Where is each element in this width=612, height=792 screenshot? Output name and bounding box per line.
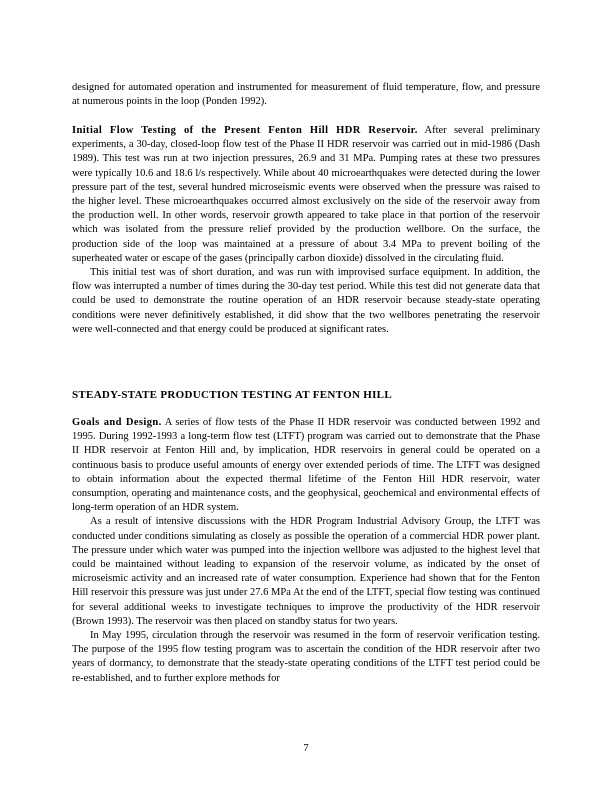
intro-paragraph: designed for automated operation and instrumented for measurement of fluid temperature, flow, and pressure at numerous points in the loop (Ponden 1992).	[72, 82, 540, 108]
intro-paragraph-block	[72, 81, 540, 109]
initial-flow-paragraph	[72, 124, 540, 266]
initial-flow-body: After several preliminary experiments, a 30-day, closed-loop flow test of the Phase II HDR reservoir was carried out in mid-1986 (Dash 1989). This test was run at two injection pressures, 26.9 and 31 MPa. Pumping rates at these two pressures were typically 10.6 and 18.6 l/s respectively. While about 40 microearthquakes were detected during the lower pressure part of the test, several hundred microseismic events were observed when the pressure was raised to the higher level. These microearthquakes occurred almost exclusively on the side of the reservoir away from the production well. In other words, reservoir growth appeared to take place in that portion of the reservoir which was isolated from the pressure relief provided by the production wellbore. On the surface, the production side of the loop was maintained at a pressure of about 3.4 MPa to prevent boiling of the superheated water or escape of the gases (principally carbon dioxide) dissolved in the circulating fluid.	[72, 125, 540, 264]
advisory-group-paragraph: As a result of intensive discussions with the HDR Program Industrial Advisory Group, the LTFT was conducted under conditions simulating as closely as possible the operation of a commercial HDR power plant. The pressure under which water was pumped into the injection wellbore was adjusted to the highest level that could be maintained without leading to expansion of the reservoir volume, as indicated by the onset of microseismic activity and an increased rate of water consumption. Experience had shown that for the Fenton Hill reservoir this pressure was just under 27.6 MPa At the end of the LTFT, special flow testing was continued for several additional weeks to investigate techniques to improve the productivity of the HDR reservoir (Brown 1993). The reservoir was then placed on standby status for two years.	[72, 516, 540, 627]
initial-test-paragraph: This initial test was of short duration, and was run with improvised surface equipment. In addition, the flow was interrupted a number of times during the 30-day test period. While this test did not generate data that could be used to demonstrate the routine operation of an HDR reservoir because steady-state operating conditions were never definitively established, it did show that the two wellbores penetrating the reservoir were well-connected and that energy could be produced at significant rates.	[72, 267, 540, 335]
goals-design-paragraph	[72, 416, 540, 515]
goals-design-body: A series of flow tests of the Phase II HDR reservoir was conducted between 1992 and 1995. During 1992-1993 a long-term flow test (LTFT) program was carried out to demonstrate that the Phase II HDR reservoir at Fenton Hill and, by implication, HDR reservoirs in general could be operated on a continuous basis to produce useful amounts of energy over extended periods of time. The LTFT was designed to obtain information about the expected thermal lifetime of the Fenton Hill HDR reservoir, water consumption, operating and maintenance costs, and the geophysical, geochemical and environmental effects of long-term operation of an HDR system.	[72, 417, 540, 514]
page-number: 7	[303, 743, 309, 754]
initial-flow-runin-heading: Initial Flow Testing of the Present Fenton Hill HDR Reservoir.	[72, 125, 418, 136]
initial-flow-testing-section	[72, 124, 540, 337]
may-1995-paragraph: In May 1995, circulation through the reservoir was resumed in the form of reservoir verification testing. The purpose of the 1995 flow testing program was to ascertain the condition of the HDR reservoir after two years of dormancy, to demonstrate that the steady-state operating conditions of the LTFT test period could be re-established, and to further explore methods for	[72, 630, 540, 684]
goals-and-design-section	[72, 416, 540, 686]
steady-state-section-heading: STEADY-STATE PRODUCTION TESTING AT FENTON HILL	[72, 389, 392, 401]
goals-design-runin-heading: Goals and Design.	[72, 417, 162, 428]
